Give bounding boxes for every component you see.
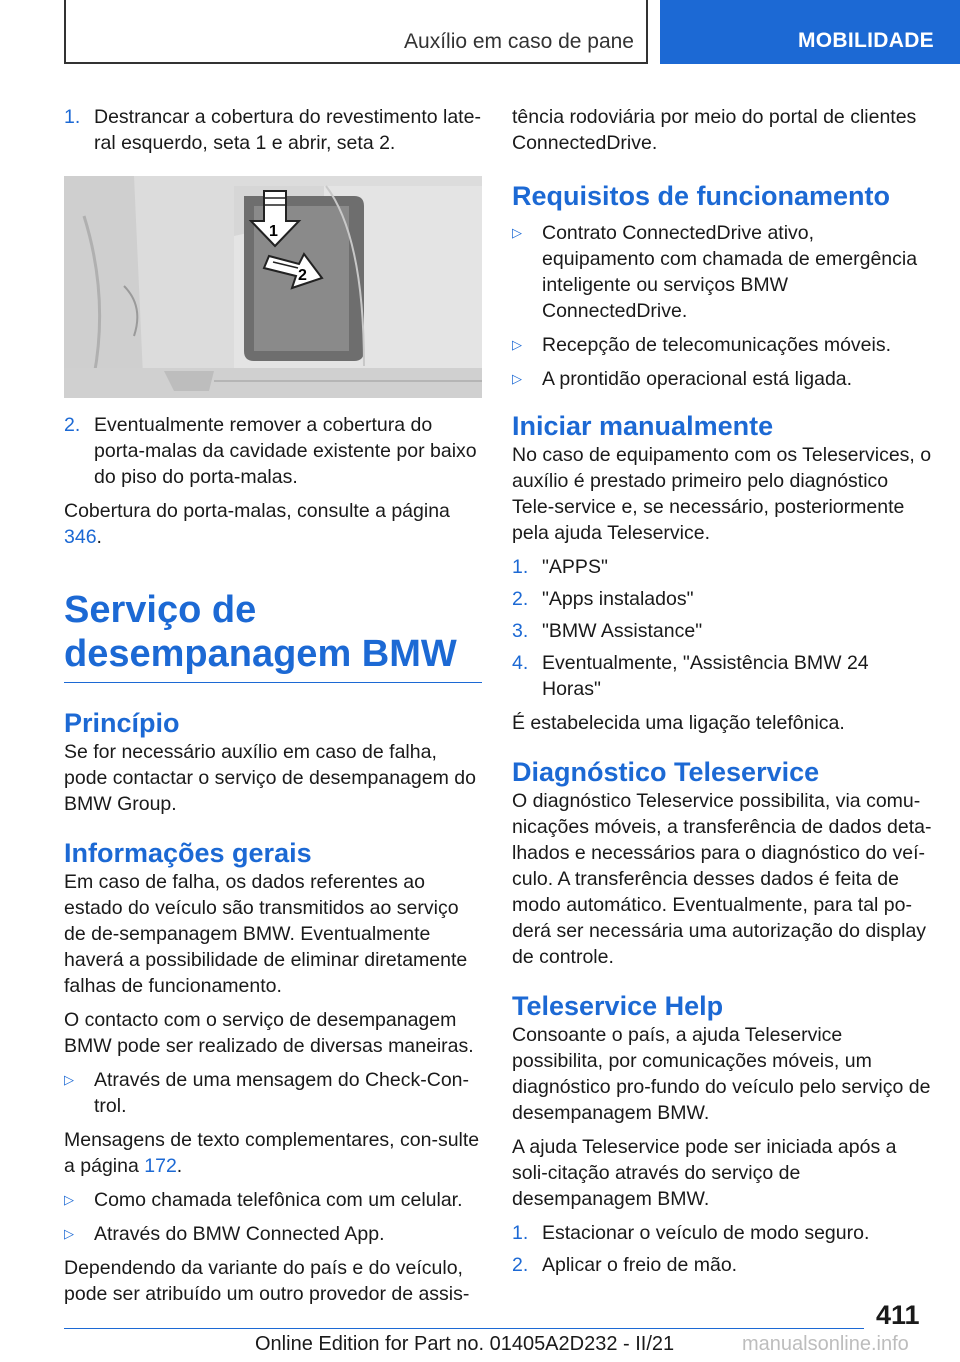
list-item: ▷ Através do BMW Connected App. — [64, 1223, 385, 1245]
info-paragraph-3: Dependendo da variante do país e do veículo, pode ser atribuído um outro provedor de assis- — [64, 1257, 470, 1305]
left-column — [64, 104, 482, 1307]
right-column — [512, 104, 932, 1278]
header-chapter-label: MOBILIDADE — [798, 29, 934, 52]
heading-teleservice-help: Teleservice Help — [512, 991, 724, 1021]
principio-text: Se for necessário auxílio em caso de falha, pode contactar o serviço de desempanagem do BMW Group. — [64, 741, 476, 815]
svg-text:2: 2 — [298, 267, 307, 284]
step-number: 2. — [64, 414, 81, 436]
page-link-346[interactable]: 346 — [64, 526, 97, 548]
step-1: 1. Estacionar o veículo de modo seguro. — [512, 1222, 870, 1244]
triangle-bullet-icon: ▷ — [512, 337, 522, 352]
step-4-note: É estabelecida uma ligação telefônica. — [512, 712, 845, 734]
heading-diagnostico: Diagnóstico Teleservice — [512, 757, 820, 787]
watermark: manualsonline.info — [742, 1333, 909, 1355]
diag-text: O diagnóstico Teleservice possibilita, via comu-nicações móveis, a transferência de dados deta-lhados e necessários para o diagnóstico do veí-culo. A transferência desses dados é feita de modo automático. Eventualmente, para tal po-derá ser necessária uma autorização do display de controle. — [512, 790, 932, 968]
step-text: Destrancar a cobertura do revestimento late-ral esquerdo, seta 1 e abrir, seta 2. — [94, 106, 481, 154]
footer-edition: Online Edition for Part no. 01405A2D232 - II/21 — [255, 1333, 675, 1355]
header-section-title: Auxílio em caso de pane — [404, 30, 634, 53]
list-item: ▷ Contrato ConnectedDrive ativo, equipamento com chamada de emergência inteligente ou serviços BMW ConnectedDrive. — [512, 222, 918, 322]
heading-informacoes-gerais: Informações gerais — [64, 838, 312, 868]
help-paragraph-1: Consoante o país, a ajuda Teleservice possibilita, por comunicações móveis, um diagnóstico pro-fundo do veículo pelo serviço de desempanagem BMW. — [512, 1024, 931, 1124]
step-2: 2. Aplicar o freio de mão. — [512, 1254, 738, 1276]
info-paragraph-2: O contacto com o serviço de desempanagem BMW pode ser realizado de diversas maneiras. — [64, 1009, 474, 1057]
step-3: 3. "BMW Assistance" — [512, 620, 703, 642]
step-2-reference: Cobertura do porta-malas, consulte a página 346. — [64, 500, 450, 548]
step-number: 1. — [64, 106, 81, 128]
triangle-bullet-icon: ▷ — [512, 371, 522, 386]
heading-requisitos: Requisitos de funcionamento — [512, 181, 891, 211]
svg-text:1: 1 — [269, 223, 278, 240]
help-paragraph-2: A ajuda Teleservice pode ser iniciada após a soli-citação através do serviço de desempanagem BMW. — [512, 1136, 897, 1210]
heading-principio: Princípio — [64, 708, 180, 738]
header-section-box — [64, 0, 648, 64]
continued-paragraph: tência rodoviária por meio do portal de clientes ConnectedDrive. — [512, 106, 917, 154]
trunk-cover-figure — [64, 176, 482, 398]
trunk-illustration — [64, 176, 482, 398]
info-paragraph-1: Em caso de falha, os dados referentes ao estado do veículo são transmitidos ao serviço de de-sempanagem BMW. Eventualmente haverá a possibilidade de eliminar diretamente falhas de funcionamento. — [64, 871, 468, 997]
triangle-bullet-icon: ▷ — [64, 1192, 74, 1207]
list-item: ▷ A prontidão operacional está ligada. — [512, 368, 853, 390]
step-2 — [64, 412, 482, 490]
footer-divider — [64, 1328, 864, 1329]
triangle-bullet-icon: ▷ — [512, 225, 522, 240]
chapter-title: Serviço de desempanagem BMW — [64, 588, 482, 683]
list-item: ▷ Como chamada telefônica com um celular. — [64, 1189, 463, 1211]
list-item: ▷ Através de uma mensagem do Check-Con-trol. — [64, 1069, 470, 1117]
step-4: 4. Eventualmente, "Assistência BMW 24 Horas" — [512, 652, 869, 700]
step-2: 2. "Apps instalados" — [512, 588, 694, 610]
bullet-1-reference: Mensagens de texto complementares, con-sulte a página 172. — [64, 1129, 480, 1177]
triangle-bullet-icon: ▷ — [64, 1226, 74, 1241]
step-1 — [64, 104, 482, 156]
list-item: ▷ Recepção de telecomunicações móveis. — [512, 334, 892, 356]
manual-text: No caso de equipamento com os Teleservices, o auxílio é prestado primeiro pelo diagnóstico Tele-service e, se necessário, posteriormente pela ajuda Teleservice. — [512, 444, 932, 544]
step-1: 1. "APPS" — [512, 556, 608, 578]
page-number: 411 — [876, 1300, 920, 1330]
heading-iniciar-manualmente: Iniciar manualmente — [512, 411, 774, 441]
header-chapter-tab[interactable] — [660, 0, 960, 64]
page-link-172[interactable]: 172 — [144, 1155, 177, 1177]
step-text: Eventualmente remover a cobertura do porta-malas da cavidade existente por baixo do piso do porta-malas. — [94, 414, 477, 488]
triangle-bullet-icon: ▷ — [64, 1072, 74, 1087]
